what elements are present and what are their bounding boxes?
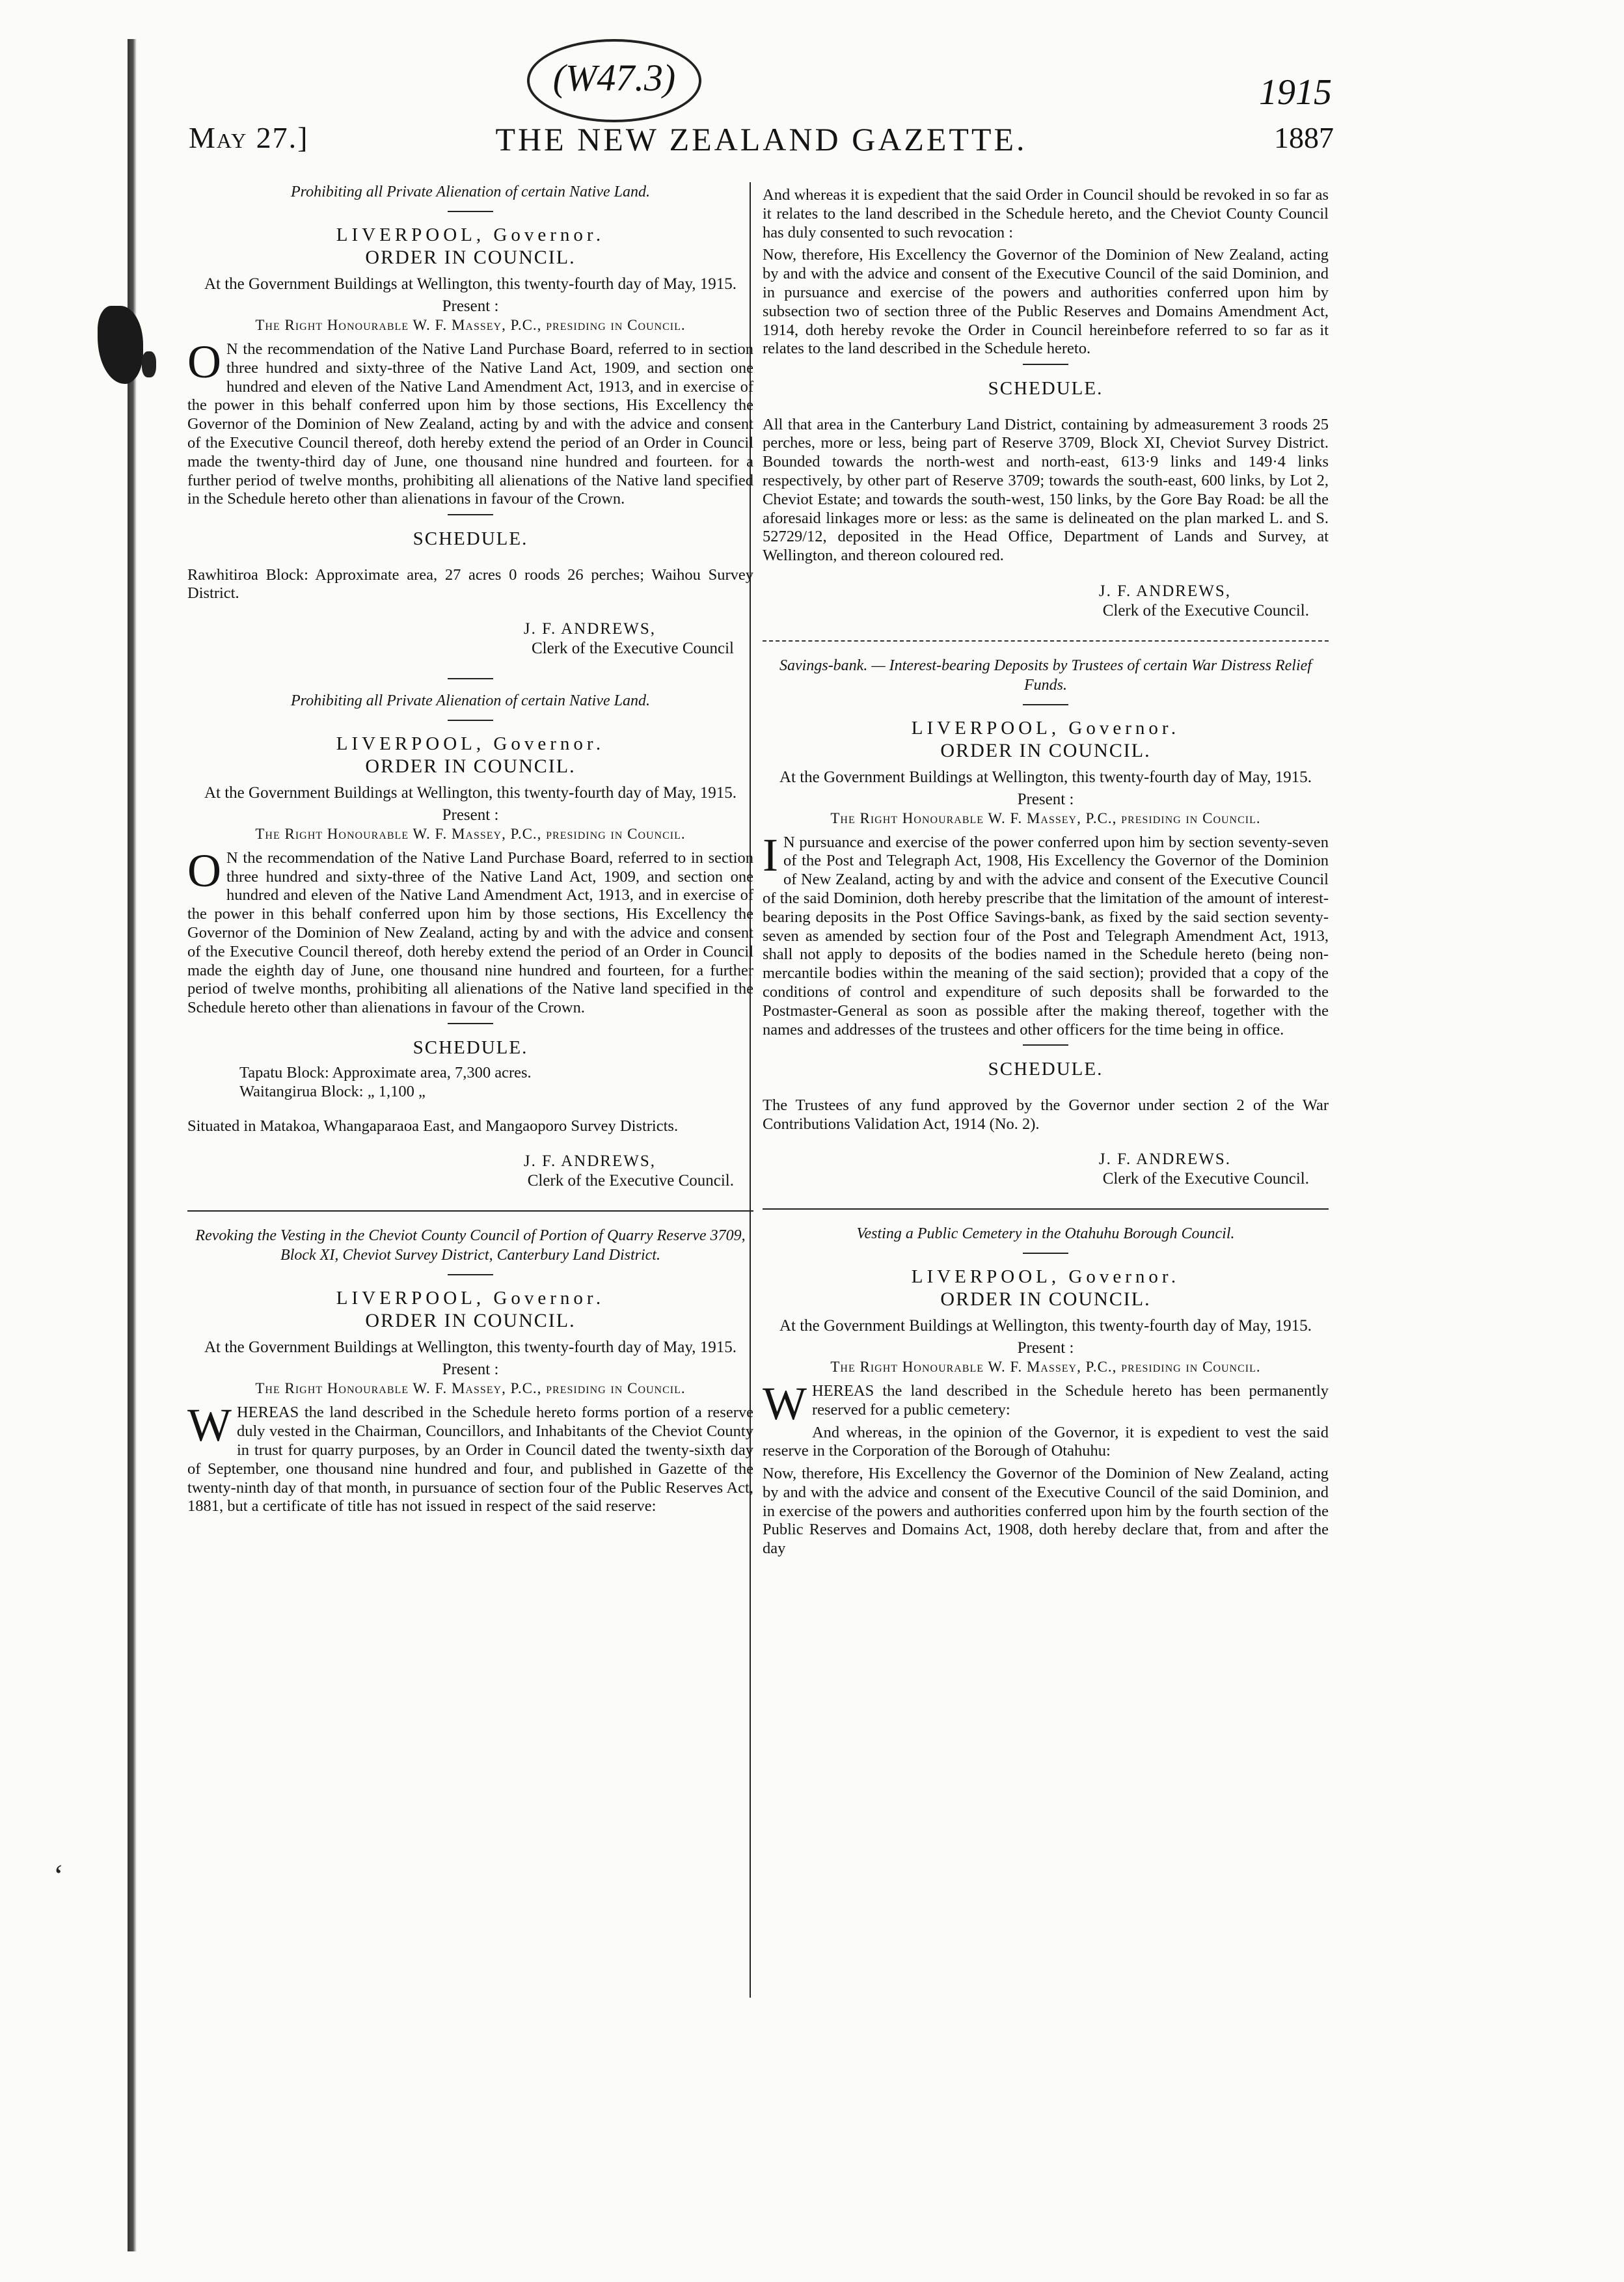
body-text: N pursuance and exercise of the power conferred upon him by section seventy-seven of the Post and Telegraph Act, 1908, His Excellency the Governor of the Dominion of New Zealand, acting by and with the advice and consent of the Executive Council of the said Dominion, doth hereby prescribe that the limitation of the amount of interest-bearing deposits in the Post Office Savings-bank, as fixed by the said section seventy-seven as amended by section four of the Post and Telegraph Amendment Act, 1913, shall not apply to deposits of the bodies named in the Schedule hereto (being non-mercantile bodies within the meaning of the said section); provided that a copy of the conditions of control and expenditure of such deposits shall be forwarded to the Postmaster-General as soon as possible after the making thereof, together with the names and addresses of the trustees and other officers for the time being in office. (763, 833, 1329, 1039)
signatory-name: J. F. ANDREWS, (1098, 582, 1231, 600)
schedule-title: SCHEDULE. (988, 1059, 1103, 1080)
order-title: ORDER IN COUNCIL. (940, 739, 1151, 761)
notice-heading: Revoking the Vesting in the Cheviot County Council of Portion of Quarry Reserve 3709, Block XI, Cheviot Survey District, Canterbury Land District. (195, 1227, 746, 1264)
location-date: At the Government Buildings at Wellington, this twenty-fourth day of May, 1915. (779, 1316, 1312, 1335)
notice-native-land-tapatu (187, 691, 753, 1191)
signatory-name: J. F. ANDREWS, (523, 619, 656, 638)
handwritten-year: 1915 (1259, 72, 1332, 113)
order-title: ORDER IN COUNCIL. (365, 1310, 576, 1332)
body-text: HEREAS the land described in the Schedule hereto has been permanently reserved for a public cemetery: (811, 1381, 1329, 1419)
governor-line: LIVERPOOL, Governor. (336, 1288, 605, 1309)
order-body (763, 1377, 1329, 1430)
divider (448, 211, 493, 212)
order-title: ORDER IN COUNCIL. (365, 755, 576, 777)
order-body (187, 844, 753, 1018)
presiding-line: The Right Honourable W. F. Massey, P.C., presiding in Council. (255, 825, 686, 842)
divider (1023, 1044, 1068, 1046)
notice-native-land-rawhitiroa (187, 182, 753, 659)
order-body: Now, therefore, His Excellency the Governor of the Dominion of New Zealand, acting by and with the advice and consent of the Executive Council of the said Dominion, and in pursuance and exercise of the powers and authorities conferred upon him by subsection two of section three of the Public Reserves and Domains Amendment Act, 1914, doth hereby revoke the Order in Council hereinbefore referred to so far as it relates to the land described in the Schedule hereto. (763, 246, 1329, 358)
presiding-line: The Right Honourable W. F. Massey, P.C., presiding in Council. (255, 317, 686, 333)
schedule-line: Tapatu Block: Approximate area, 7,300 acres. (239, 1063, 532, 1081)
order-body (187, 336, 753, 509)
drop-cap: W (187, 1399, 232, 1452)
divider (1023, 364, 1068, 365)
gazette-title: THE NEW ZEALAND GAZETTE. (495, 121, 1027, 157)
body-text: N the recommendation of the Native Land Purchase Board, referred to in section three hundred and sixty-three of the Native Land Act, 1909, and section one hundred and eleven of the Native Land Amendment Act, 1913, and in exercise of the power in this behalf conferred upon him by those sections, His Excellency the Governor of the Dominion of New Zealand, acting by and with the advice and consent of the Executive Council thereof, doth hereby extend the period of an Order in Council made the twenty-third day of June, one thousand nine hundred and fourteen. for a further period of twelve months, prohibiting all alienations of the Native land specified in the Schedule hereto other than alienations in favour of the Crown. (187, 340, 753, 508)
notice-heading: Prohibiting all Private Alienation of certain Native Land. (291, 692, 650, 709)
order-body: And whereas it is expedient that the said Order in Council should be revoked in so far as it relates to the land described in the Schedule hereto, and the Cheviot County Council has duly consented to such revocation : (763, 186, 1329, 241)
scan-ink-blot (98, 306, 143, 384)
order-title: ORDER IN COUNCIL. (940, 1288, 1151, 1310)
drop-cap: O (187, 844, 221, 897)
present-label: Present : (442, 297, 499, 315)
scan-ink-blot (142, 351, 156, 377)
divider (1023, 704, 1068, 705)
right-column (763, 182, 1329, 1578)
order-body (763, 828, 1329, 1040)
signatory-title: Clerk of the Executive Council. (1102, 1169, 1309, 1188)
signatory-title: Clerk of the Executive Council. (527, 1172, 734, 1190)
divider (448, 678, 493, 679)
signatory-title: Clerk of the Executive Council (531, 639, 734, 657)
schedule-text: All that area in the Canterbury Land District, containing by admeasurement 3 roods 25 perches, more or less, being part of Reserve 3709, Block XI, Cheviot Survey District. Bounded towards the north-west and north-east, 613·9 links and 149·4 links respectively, by other part of Reserve 3709; towards the south-east, 600 links, by Lot 2, Cheviot Estate; and towards the south-west, 150 links, by the Gore Bay Road: be all the aforesaid linkages more or less: as the same is delineated on the plan marked L. and S. 52729/12, deposited in the Head Office, Department of Lands and Survey, at Wellington, and thereon coloured red. (763, 415, 1329, 565)
notice-heading: Prohibiting all Private Alienation of certain Native Land. (291, 183, 650, 200)
divider (448, 1023, 493, 1024)
section-rule (187, 1210, 753, 1212)
handwritten-stamp: (W47.3) (527, 39, 701, 122)
order-title: ORDER IN COUNCIL. (365, 247, 576, 268)
notice-cheviot-quarry-reserve (187, 1226, 753, 1516)
divider (1023, 1253, 1068, 1254)
governor-line: LIVERPOOL, Governor. (336, 224, 605, 245)
present-label: Present : (442, 1361, 499, 1379)
signatory-title: Clerk of the Executive Council. (1102, 601, 1309, 619)
drop-cap: W (763, 1377, 807, 1430)
drop-cap: I (763, 828, 778, 881)
presiding-line: The Right Honourable W. F. Massey, P.C., presiding in Council. (830, 809, 1261, 826)
schedule-title: SCHEDULE. (413, 528, 528, 550)
schedule-title: SCHEDULE. (413, 1037, 528, 1058)
signatory-name: J. F. ANDREWS. (1098, 1150, 1231, 1168)
divider (448, 720, 493, 721)
signatory-name: J. F. ANDREWS, (523, 1152, 656, 1171)
notice-heading: Vesting a Public Cemetery in the Otahuhu Borough Council. (856, 1225, 1235, 1242)
schedule-text: Rawhitiroa Block: Approximate area, 27 acres 0 roods 26 perches; Waihou Survey District. (187, 565, 753, 603)
schedule-line: Waitangirua Block: „ 1,100 „ (239, 1082, 426, 1100)
location-date: At the Government Buildings at Wellington, this twenty-fourth day of May, 1915. (779, 768, 1312, 786)
location-date: At the Government Buildings at Wellington, this twenty-fourth day of May, 1915. (204, 275, 737, 293)
order-body: Now, therefore, His Excellency the Governor of the Dominion of New Zealand, acting by and with the advice and consent of the Executive Council of the said Dominion, and in exercise of the powers and authorities conferred upon him by the fourth section of the Public Reserves and Domains Act, 1908, doth hereby declare that, from and after the day (763, 1465, 1329, 1558)
present-label: Present : (442, 806, 499, 824)
section-rule (763, 640, 1329, 642)
order-body (187, 1399, 753, 1516)
presiding-line: The Right Honourable W. F. Massey, P.C., presiding in Council. (830, 1358, 1261, 1375)
body-text: HEREAS the land described in the Schedule hereto forms portion of a reserve duly vested in the Chairman, Councillors, and Inhabitants of the Cheviot County in trust for quarry purposes, by an Order in Council dated the twenty-sixth day of September, one thousand nine hundred and four, and published in Gazette of the twenty-ninth day of that month, in pursuance of section four of the Public Reserves Act, 1881, but a certificate of title has not issued in respect of the said reserve: (187, 1404, 753, 1515)
present-label: Present : (1017, 790, 1074, 808)
page-header (189, 120, 1334, 172)
schedule-text: Situated in Matakoa, Whangaparaoa East, and Mangaoporo Survey Districts. (187, 1117, 679, 1135)
header-date: May 27.] (189, 121, 309, 154)
page-number: 1887 (1274, 121, 1334, 154)
notice-cheviot-continued (763, 186, 1329, 621)
location-date: At the Government Buildings at Wellington, this twenty-fourth day of May, 1915. (204, 1338, 737, 1357)
divider (448, 1274, 493, 1275)
left-column (187, 182, 753, 1536)
section-rule (763, 1208, 1329, 1210)
scan-mark: ʻ (53, 1858, 64, 1893)
governor-line: LIVERPOOL, Governor. (336, 733, 605, 754)
drop-cap: O (187, 336, 221, 388)
notice-savings-bank (763, 656, 1329, 1189)
divider (448, 514, 493, 515)
order-body: And whereas, in the opinion of the Governor, it is expedient to vest the said reserve in the Corporation of the Borough of Otahuhu: (763, 1423, 1329, 1460)
governor-line: LIVERPOOL, Governor. (911, 1266, 1180, 1287)
governor-line: LIVERPOOL, Governor. (911, 717, 1180, 739)
present-label: Present : (1017, 1338, 1074, 1357)
schedule-title: SCHEDULE. (988, 378, 1103, 400)
notice-heading: Savings-bank. — Interest-bearing Deposits by Trustees of certain War Distress Relief Funds. (779, 657, 1312, 694)
body-text: N the recommendation of the Native Land Purchase Board, referred to in section three hundred and sixty-three of the Native Land Act, 1909, and section one hundred and eleven of the Native Land Amendment Act, 1913, and in exercise of the power in this behalf conferred upon him by those sections, His Excellency the Governor of the Dominion of New Zealand, acting by and with the advice and consent of the Executive Council thereof, doth hereby extend the period of an Order in Council made the eighth day of June, one thousand nine hundred and fourteen, for a further period of twelve months, prohibiting all alienations of the Native land specified in the Schedule hereto other than alienations in favour of the Crown. (187, 849, 753, 1017)
presiding-line: The Right Honourable W. F. Massey, P.C., presiding in Council. (255, 1380, 686, 1397)
schedule-text: The Trustees of any fund approved by the Governor under section 2 of the War Contributions Validation Act, 1914 (No. 2). (763, 1096, 1329, 1133)
location-date: At the Government Buildings at Wellington, this twenty-fourth day of May, 1915. (204, 783, 737, 802)
notice-otahuhu-cemetery (763, 1224, 1329, 1558)
